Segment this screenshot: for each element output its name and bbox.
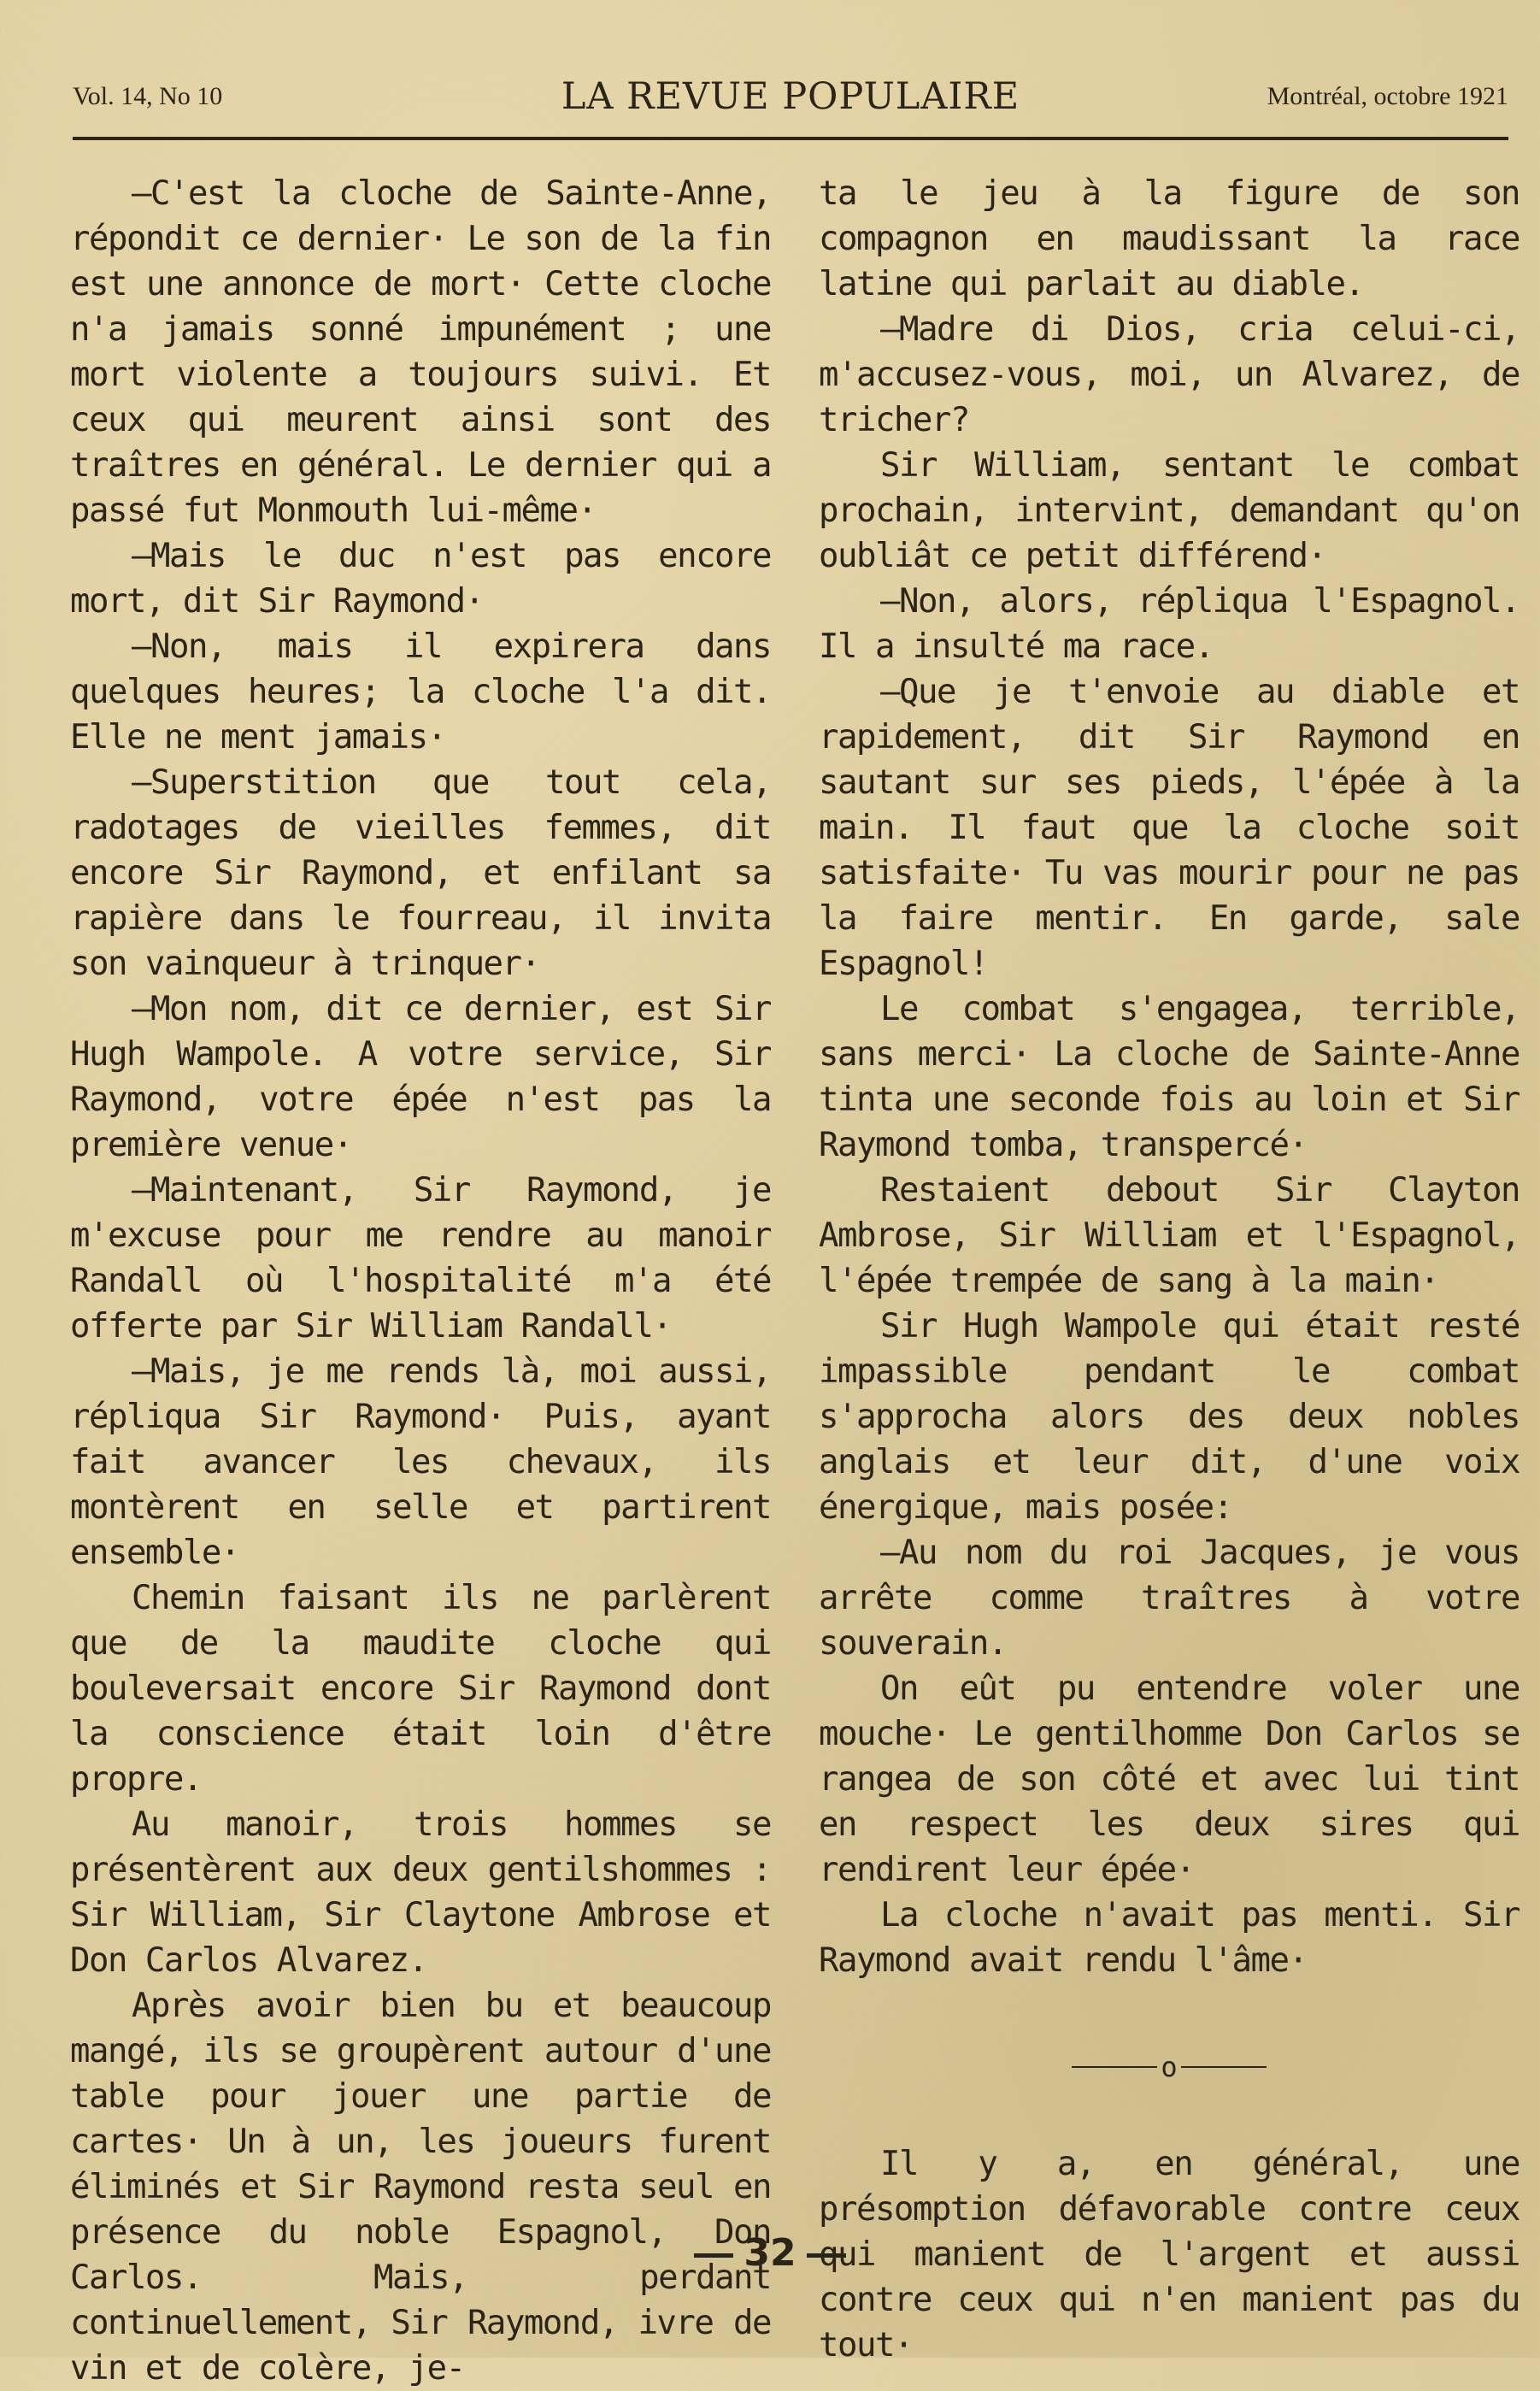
paragraph: —Que je t'envoie au diable et rapidement, dit Sir Raymond en sautant sur ses pieds, l'épée à la main. Il faut que la cloche soit satisfaite· Tu vas mourir pour ne pas la faire mentir. En garde, sale Espagnol! [819, 673, 1519, 983]
paragraph: —Mais, je me rends là, moi aussi, répliqua Sir Raymond· Puis, ayant fait avancer les chevaux, ils montèrent en selle et partirent ensemble· [70, 1352, 771, 1572]
separator-line [1072, 2066, 1157, 2068]
paragraph: On eût pu entendre voler une mouche· Le gentilhomme Don Carlos se rangea de son côté et avec lui tint en respect les deux sires qui rendirent leur épée· [819, 1670, 1519, 1889]
journal-title: LA REVUE POPULAIRE [561, 75, 1020, 118]
footer-dash [694, 2253, 733, 2258]
separator-symbol: o [1161, 2050, 1178, 2083]
section-separator [819, 2043, 1519, 2090]
page-header [73, 75, 1508, 127]
paragraph: Après avoir bien bu et beaucoup mangé, ils se groupèrent autour d'une table pour jouer une partie de cartes· Un à un, les joueurs furent éliminés et Sir Raymond resta seul en présence du noble Espagnol, Don Carlos. Mais, perdant continuellement, Sir Raymond, ivre de vin et de colère, je- [70, 1987, 771, 2388]
page-footer [0, 2231, 1540, 2275]
paragraph: La cloche n'avait pas menti. Sir Raymond avait rendu l'âme· [819, 1896, 1519, 1980]
paragraph: —Superstition que tout cela, radotages de vieilles femmes, dit encore Sir Raymond, et enfilant sa rapière dans le fourreau, il invita son vainqueur à trinquer· [70, 763, 771, 983]
paragraph: ta le jeu à la figure de son compagnon en maudissant la race latine qui parlait au diable. [819, 174, 1519, 303]
paragraph: —Non, alors, répliqua l'Espagnol. Il a insulté ma race. [819, 582, 1519, 666]
paragraph: Restaient debout Sir Clayton Ambrose, Sir William et l'Espagnol, l'épée trempée de sang à la main· [819, 1171, 1519, 1300]
paragraph: Chemin faisant ils ne parlèrent que de la maudite cloche qui bouleversait encore Sir Raymond dont la conscience était loin d'être propre. [70, 1579, 771, 1799]
place-date: Montréal, octobre 1921 [1267, 82, 1508, 110]
paragraph: Sir William, sentant le combat prochain, intervint, demandant qu'on oubliât ce petit différend· [819, 446, 1519, 575]
paragraph: Au manoir, trois hommes se présentèrent aux deux gentilshommes : Sir William, Sir Claytone Ambrose et Don Carlos Alvarez. [70, 1805, 771, 1980]
left-column [70, 171, 771, 2391]
paragraph: —Non, mais il expirera dans quelques heures; la cloche l'a dit. Elle ne ment jamais· [70, 627, 771, 757]
right-column [819, 171, 1519, 2368]
volume-number: Vol. 14, No 10 [73, 82, 223, 110]
page-number: 32 [744, 2231, 796, 2275]
paragraph: —Mais le duc n'est pas encore mort, dit Sir Raymond· [70, 537, 771, 621]
paragraph: —Au nom du roi Jacques, je vous arrête comme traîtres à votre souverain. [819, 1534, 1519, 1663]
paragraph: —Madre di Dios, cria celui-ci, m'accusez-vous, moi, un Alvarez, de tricher? [819, 310, 1519, 439]
paragraph: Il y a, en général, une présomption défavorable contre ceux qui manient de l'argent et aussi contre ceux qui n'en manient pas du tout· [819, 2144, 1519, 2364]
separator-line [1181, 2066, 1267, 2068]
paragraph: —Maintenant, Sir Raymond, je m'excuse pour me rendre au manoir Randall où l'hospitalité m'a été offerte par Sir William Randall· [70, 1171, 771, 1346]
paragraph: —Mon nom, dit ce dernier, est Sir Hugh Wampole. A votre service, Sir Raymond, votre épée n'est pas la première venue· [70, 990, 771, 1164]
paragraph: —C'est la cloche de Sainte-Anne, répondit ce dernier· Le son de la fin est une annonce de mort· Cette cloche n'a jamais sonné impunément ; une mort violente a toujours suivi. Et ceux qui meurent ainsi sont des traîtres en général. Le dernier qui a passé fut Monmouth lui-même· [70, 174, 771, 530]
header-rule [73, 137, 1508, 140]
footer-dash [807, 2253, 846, 2258]
paragraph: Le combat s'engagea, terrible, sans merci· La cloche de Sainte-Anne tinta une seconde fois au loin et Sir Raymond tomba, transpercé· [819, 990, 1519, 1164]
paragraph: Sir Hugh Wampole qui était resté impassible pendant le combat s'approcha alors des deux nobles anglais et leur dit, d'une voix énergique, mais posée: [819, 1307, 1519, 1527]
